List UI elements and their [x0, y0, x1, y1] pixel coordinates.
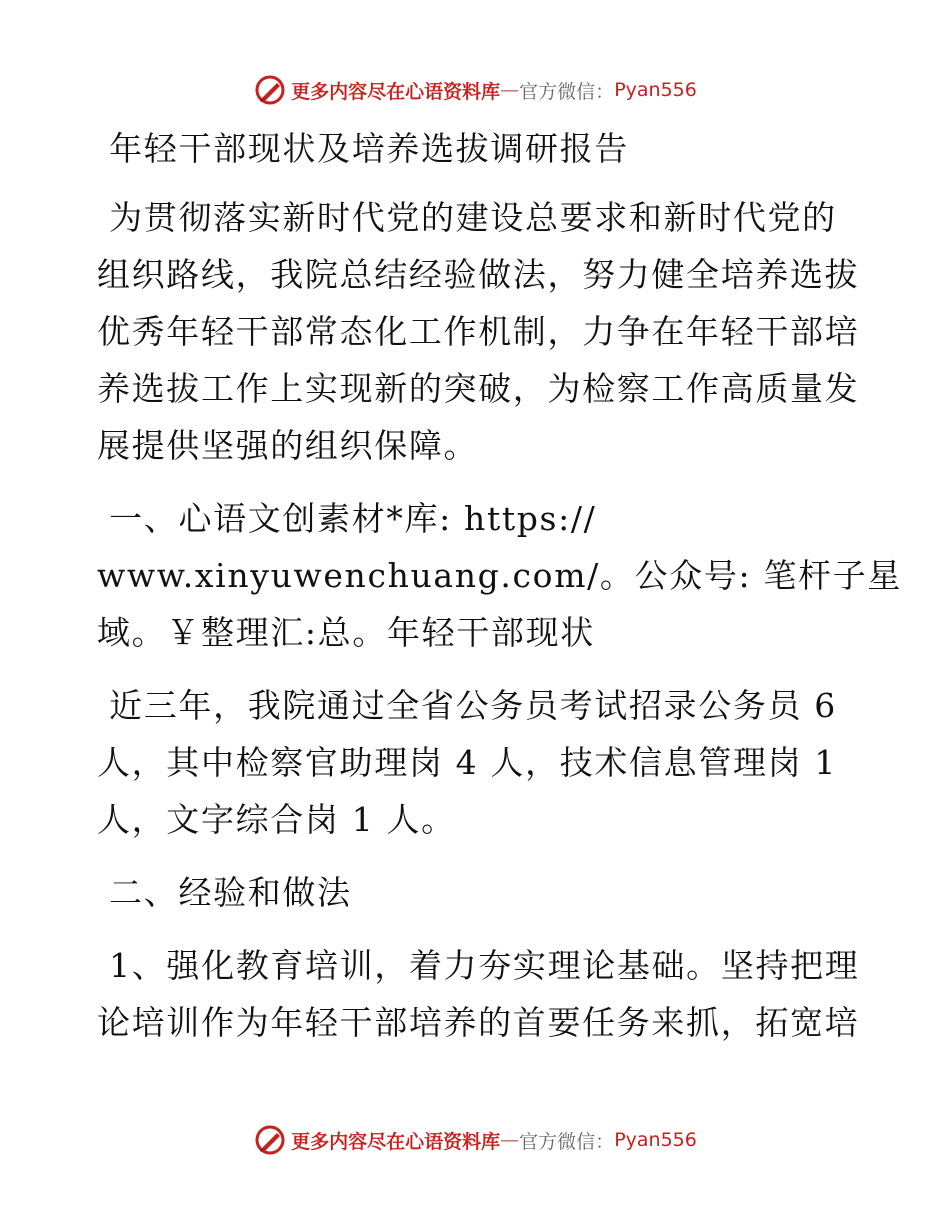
pen-logo-icon — [253, 73, 287, 107]
text-line: 一、心语文创素材*库: https:// — [97, 499, 597, 538]
watermark-header — [0, 70, 950, 110]
watermark-wechat-label: 官方微信： — [519, 1130, 615, 1153]
section-1-heading — [97, 490, 903, 661]
text-line: 展提供坚强的组织保障。 — [97, 426, 479, 465]
text-line: 人，其中检察官助理岗 4 人，技术信息管理岗 1 — [97, 743, 838, 782]
text-line: 域。￥整理汇:总。年轻干部现状 — [97, 613, 595, 652]
text-line: 人，文字综合岗 1 人。 — [97, 800, 456, 839]
watermark-wechat-id: Pyan556 — [614, 1129, 697, 1151]
text-line: www.xinyuwenchuang.com/。公众号: 笔杆子星 — [97, 556, 903, 595]
watermark-text: 更多内容尽在心语资料库 — [291, 1130, 501, 1153]
text-line: 论培训作为年轻干部培养的首要任务来抓，拓宽培 — [97, 1003, 860, 1042]
pen-logo-icon — [253, 1123, 287, 1157]
watermark-text: 更多内容尽在心语资料库 — [291, 80, 501, 103]
text-line: 近三年，我院通过全省公务员考试招录公务员 6 — [97, 686, 837, 725]
text-line: 组织路线，我院总结经验做法，努力健全培养选拔 — [97, 255, 860, 294]
section-2-heading — [97, 864, 857, 921]
text-line: 二、经验和做法 — [97, 873, 352, 912]
text-line: 1、强化教育培训，着力夯实理论基础。坚持把理 — [97, 946, 860, 985]
text-line: 为贯彻落实新时代党的建设总要求和新时代党的 — [97, 198, 837, 237]
training-paragraph — [97, 937, 860, 1051]
document-body — [97, 120, 903, 1051]
staffing-paragraph — [97, 677, 857, 848]
watermark-wechat-id: Pyan556 — [614, 79, 697, 101]
watermark-footer — [0, 1120, 950, 1160]
document-title: 年轻干部现状及培养选拔调研报告 — [97, 129, 629, 168]
text-line: 养选拔工作上实现新的突破，为检察工作高质量发 — [97, 369, 860, 408]
text-line: 优秀年轻干部常态化工作机制，力争在年轻干部培 — [97, 312, 860, 351]
watermark-dash: — — [500, 1129, 520, 1151]
watermark-dash: — — [500, 79, 520, 101]
watermark-wechat-label: 官方微信： — [519, 80, 615, 103]
intro-paragraph — [97, 189, 860, 474]
